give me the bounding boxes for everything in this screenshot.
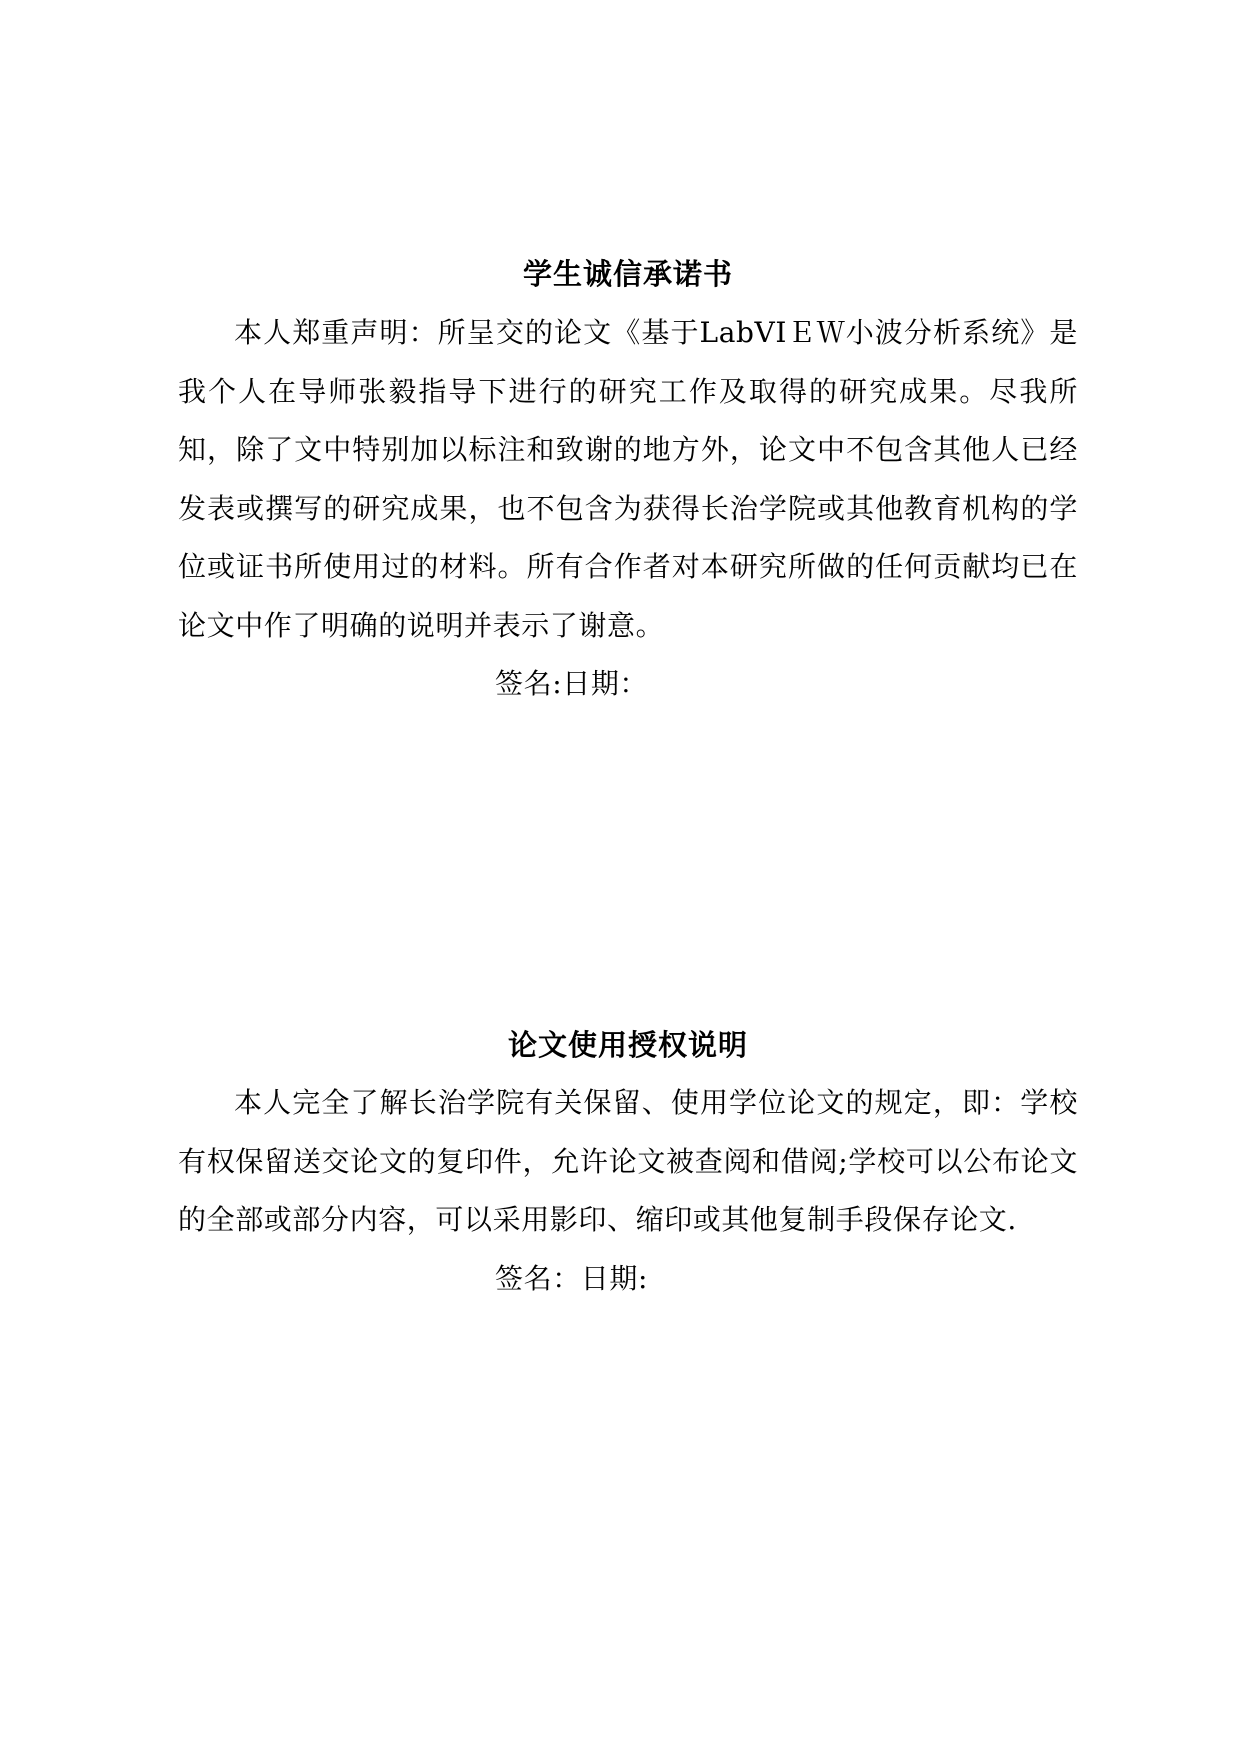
authorization-body: 本人完全了解长治学院有关保留、使用学位论文的规定，即：学校有权保留送交论文的复印件，允许论文被查阅和借阅;学校可以公布论文的全部或部分内容，可以采用影印、缩印或其他复制手段保存论文.	[178, 1086, 1078, 1236]
integrity-pledge-signature-date: 签名:日期：	[495, 667, 649, 700]
authorization-section	[178, 1023, 1078, 1308]
integrity-pledge-section	[178, 252, 1078, 714]
authorization-signature-date: 签名：日期:	[495, 1261, 649, 1295]
integrity-pledge-title: 学生诚信承诺书	[522, 257, 733, 291]
integrity-pledge-body: 本人郑重声明：所呈交的论文《基于LabVIＥＷ小波分析系统》是我个人在导师张毅指导下进行的研究工作及取得的研究成果。尽我所知，除了文中特别加以标注和致谢的地方外，论文中不包含其他人已经发表或撰写的研究成果，也不包含为获得长治学院或其他教育机构的学位或证书所使用过的材料。所有合作者对本研究所做的任何贡献均已在论文中作了明确的说明并表示了谢意。	[178, 316, 1078, 642]
authorization-title: 论文使用授权说明	[507, 1028, 748, 1062]
